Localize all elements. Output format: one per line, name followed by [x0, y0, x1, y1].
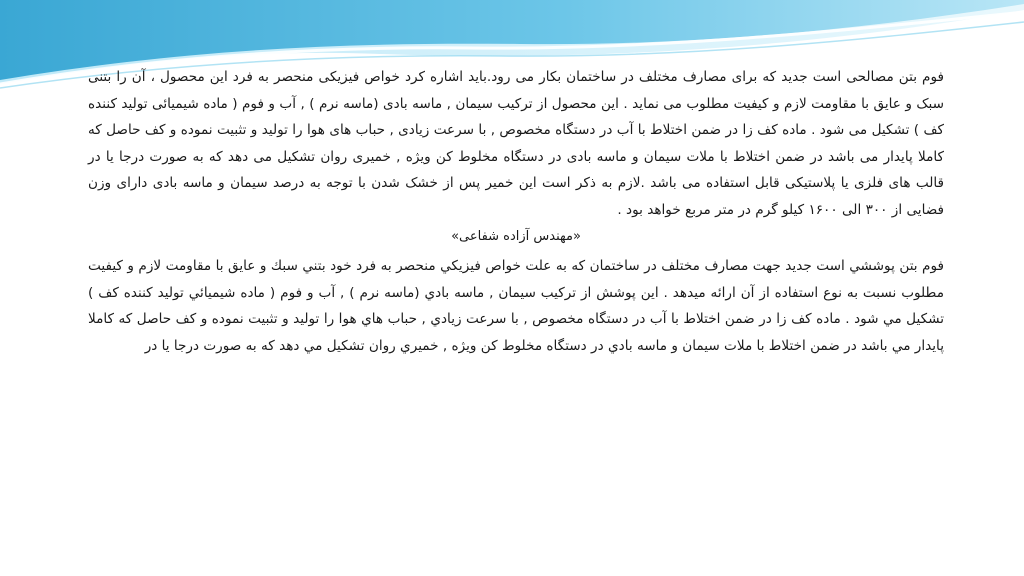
paragraph-foam-concrete-coating: فوم بتن پوششي است جديد جهت مصارف مختلف در ساختمان كه به علت خواص فيزيكي منحصر به فرد خود بتني سبك و عايق با مقاومت لازم و كيفيت مطلوب نسبت به نوع استفاده از آن ارائه ميدهد . اين پوشش از تركيب سيمان , ماسه بادي (ماسه نرم ) , آب و فوم ( ماده شيميائي توليد كننده كف ) تشكيل مي شود . ماده كف زا در ضمن اختلاط با آب در دستگاه مخصوص , با سرعت زيادي , حباب هاي هوا را توليد و تثبيت نموده و كف حاصل كه كاملا پايدار مي باشد در ضمن اختلاط با ملات سيمان و ماسه بادي در دستگاه مخلوط كن ويژه , خميري روان تشكيل مي دهد كه به صورت درجا يا در: [88, 258, 944, 354]
slide-body: [88, 64, 944, 359]
paragraph-foam-concrete-description: فوم بتن مصالحی است جدید که برای مصارف مختلف در ساختمان بکار می رود.باید اشاره کرد خواص فیزیکی منحصر به فرد این محصول ، آن را بتنی سبک و عایق با مقاومت لازم و کیفیت مطلوب می نماید . این محصول از ترکیب سیمان , ماسه بادی (ماسه نرم ) , آب و فوم ( ماده شیمیائی تولید کننده کف ) تشکیل می شود . ماده کف زا در ضمن اختلاط با آب در دستگاه مخصوص , با سرعت زیادی , حباب های هوا را تولید و تثبیت نموده و کف حاصل که کاملا پایدار می باشد در ضمن اختلاط با ملات سیمان و ماسه بادی در دستگاه مخلوط کن ویژه , خمیری روان تشکیل می دهد که به صورت درجا یا در قالب های فلزی یا پلاستیکی قابل استفاده می باشد .لازم به ذکر است این خمیر پس از خشک شدن با توجه به درصد سیمان و ماسه بادی دارای وزن فضایی از ۳۰۰ الی ۱۶۰۰ کیلو گرم در متر مربع خواهد بود .: [88, 69, 944, 218]
author-credit: «مهندس آزاده شفاعی»: [451, 229, 581, 244]
